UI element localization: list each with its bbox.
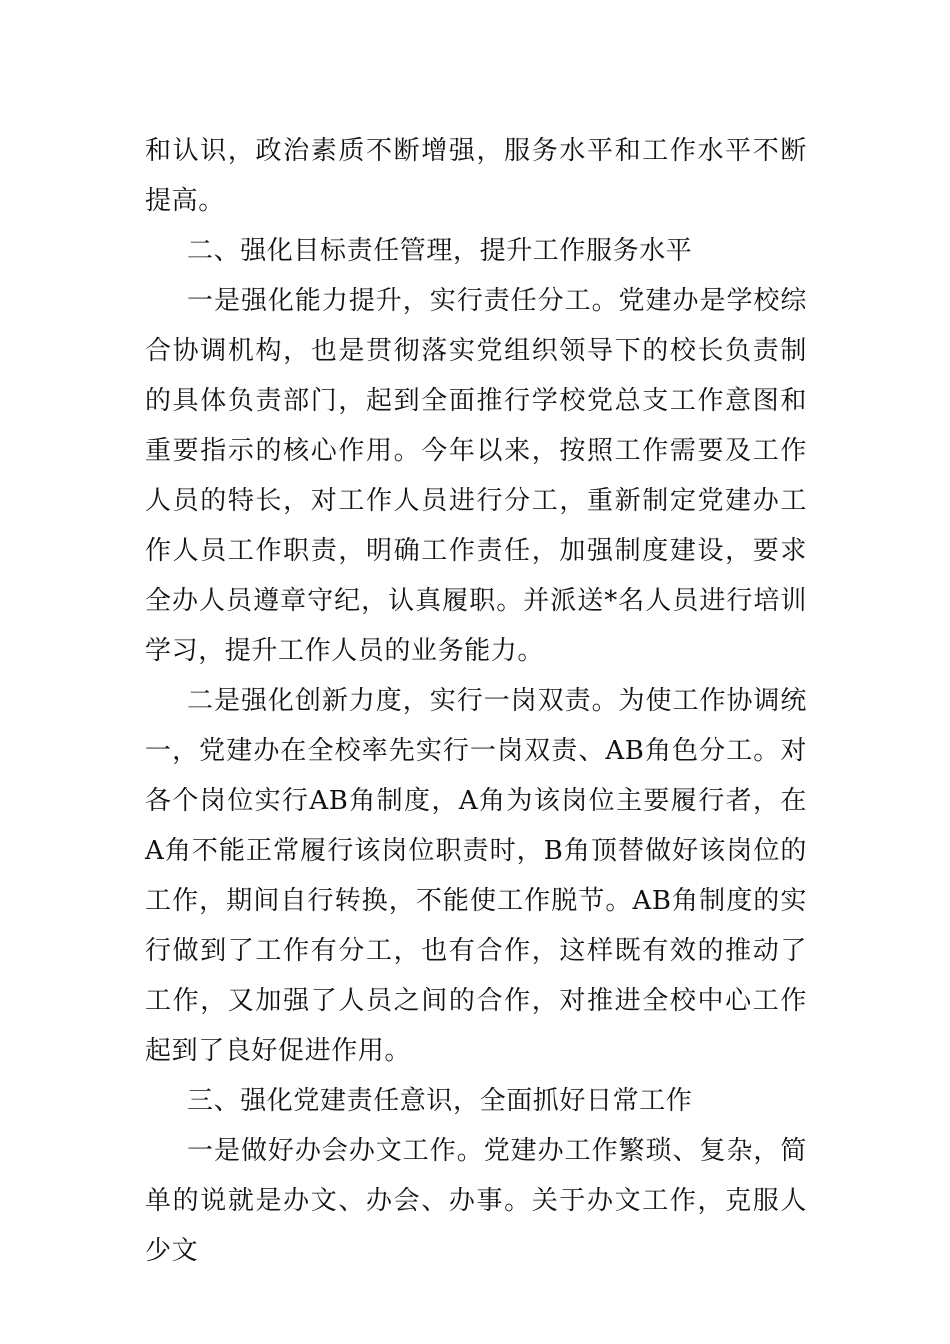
section-heading-3: 三、强化党建责任意识，全面抓好日常工作: [187, 1086, 693, 1116]
section-heading-2: 二、强化目标责任管理，提升工作服务水平: [187, 236, 693, 266]
paragraph-ability: 一是强化能力提升，实行责任分工。党建办是学校综合协调机构，也是贯彻落实党组织领导下的校长负责制的具体负责部门，起到全面推行学校党总支工作意图和重要指示的核心作用。今年以来，按照工作需要及工作人员的特长，对工作人员进行分工，重新制定党建办工作人员工作职责，明确工作责任，加强制度建设，要求全办人员遵章守纪，认真履职。并派送*名人员进行培训学习，提升工作人员的业务能力。: [145, 286, 807, 666]
paragraph-continuation: 和认识，政治素质不断增强，服务水平和工作水平不断提高。: [145, 136, 807, 216]
paragraph-meetings-documents: 一是做好办会办文工作。党建办工作繁琐、复杂，简单的说就是办文、办会、办事。关于办文工作，克服人少文: [145, 1136, 807, 1266]
document-body: [145, 126, 807, 1276]
paragraph-innovation: 二是强化创新力度，实行一岗双责。为使工作协调统一，党建办在全校率先实行一岗双责、AB角色分工。对各个岗位实行AB角制度，A角为该岗位主要履行者，在A角不能正常履行该岗位职责时，B角顶替做好该岗位的工作，期间自行转换，不能使工作脱节。AB角制度的实行做到了工作有分工，也有合作，这样既有效的推动了工作，又加强了人员之间的合作，对推进全校中心工作起到了良好促进作用。: [145, 686, 807, 1066]
